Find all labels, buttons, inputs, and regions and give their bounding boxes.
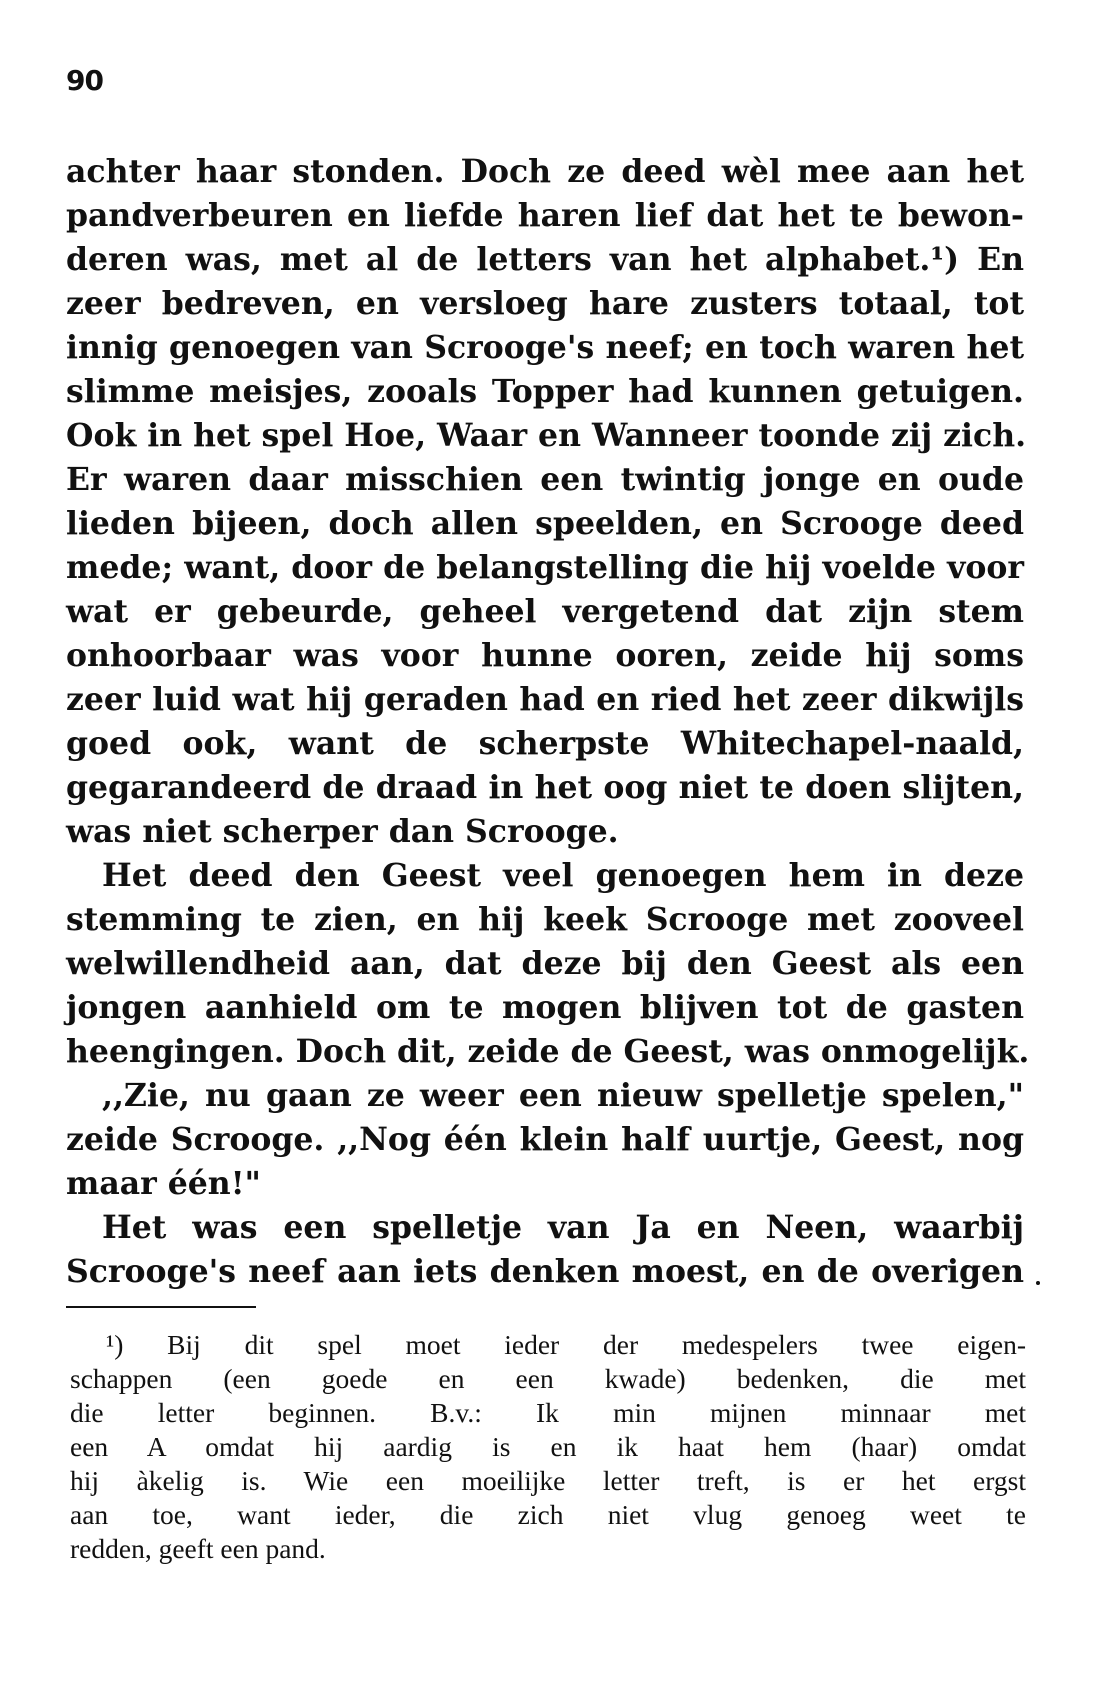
text-line: zeide Scrooge. ,,Nog één klein half uurtje, Geest, nog [66,1121,1024,1158]
text-line: mede; want, door de belangstelling die hij voelde voor [66,549,1024,586]
text-line: onhoorbaar was voor hunne ooren, zeide hij soms [66,637,1024,674]
text-line: zeer bedreven, en versloeg hare zusters totaal, tot [66,285,1024,322]
text-line: zeer luid wat hij geraden had en ried het zeer dikwijls [66,681,1024,718]
footnote-line: aan toe, want ieder, die zich niet vlug genoeg weet te [70,1499,1026,1530]
main-text [66,150,1030,1294]
footnote-line: ¹) Bij dit spel moet ieder der medespelers twee eigen- [106,1329,1026,1360]
footnote [70,1328,1026,1566]
text-line: gegarandeerd de draad in het oog niet te doen slijten, [66,769,1024,806]
text-line: ,,Zie, nu gaan ze weer een nieuw spelletje spelen," [102,1077,1024,1114]
text-line: slimme meisjes, zooals Topper had kunnen getuigen. [66,373,1024,410]
text-line: welwillendheid aan, dat deze bij den Geest als een [66,945,1024,982]
text-line: wat er gebeurde, geheel vergetend dat zijn stem [66,593,1024,630]
text-line: innig genoegen van Scrooge's neef; en toch waren het [66,329,1024,366]
text-line: jongen aanhield om te mogen blijven tot de gasten [66,989,1024,1026]
text-line: Ook in het spel Hoe, Waar en Wanneer toonde zij zich. [66,417,1027,454]
footnote-line: schappen (een goede en een kwade) bedenken, die met [70,1363,1026,1394]
page-number: 90 [66,64,103,97]
text-line: lieden bijeen, doch allen speelden, en Scrooge deed [66,505,1024,542]
text-line: was niet scherper dan Scrooge. [66,813,619,850]
footnote-line: hij àkelig is. Wie een moeilijke letter treft, is er het ergst [70,1465,1026,1496]
footnote-line: een A omdat hij aardig is en ik haat hem (haar) omdat [70,1431,1026,1462]
footnote-separator [66,1306,256,1308]
text-line: Het deed den Geest veel genoegen hem in deze [102,857,1024,894]
text-line: heengingen. Doch dit, zeide de Geest, was onmogelijk. [66,1033,1030,1070]
text-line: Scrooge's neef aan iets denken moest, en de overigen [66,1253,1024,1290]
text-line: maar één!" [66,1165,261,1202]
text-line: goed ook, want de scherpste Whitechapel-naald, [66,725,1024,762]
stray-ink-dot [1036,1281,1040,1285]
text-line: deren was, met al de letters van het alphabet.¹) En [66,241,1024,278]
text-line: pandverbeuren en liefde haren lief dat het te bewon- [66,197,1024,234]
text-line: stemming te zien, en hij keek Scrooge met zooveel [66,901,1024,938]
text-line: achter haar stonden. Doch ze deed wèl mee aan het [66,153,1024,190]
footnote-line: redden, geeft een pand. [70,1533,326,1564]
text-line: Het was een spelletje van Ja en Neen, waarbij [102,1209,1024,1246]
footnote-line: die letter beginnen. B.v.: Ik min mijnen minnaar met [70,1397,1026,1428]
text-line: Er waren daar misschien een twintig jonge en oude [66,461,1024,498]
